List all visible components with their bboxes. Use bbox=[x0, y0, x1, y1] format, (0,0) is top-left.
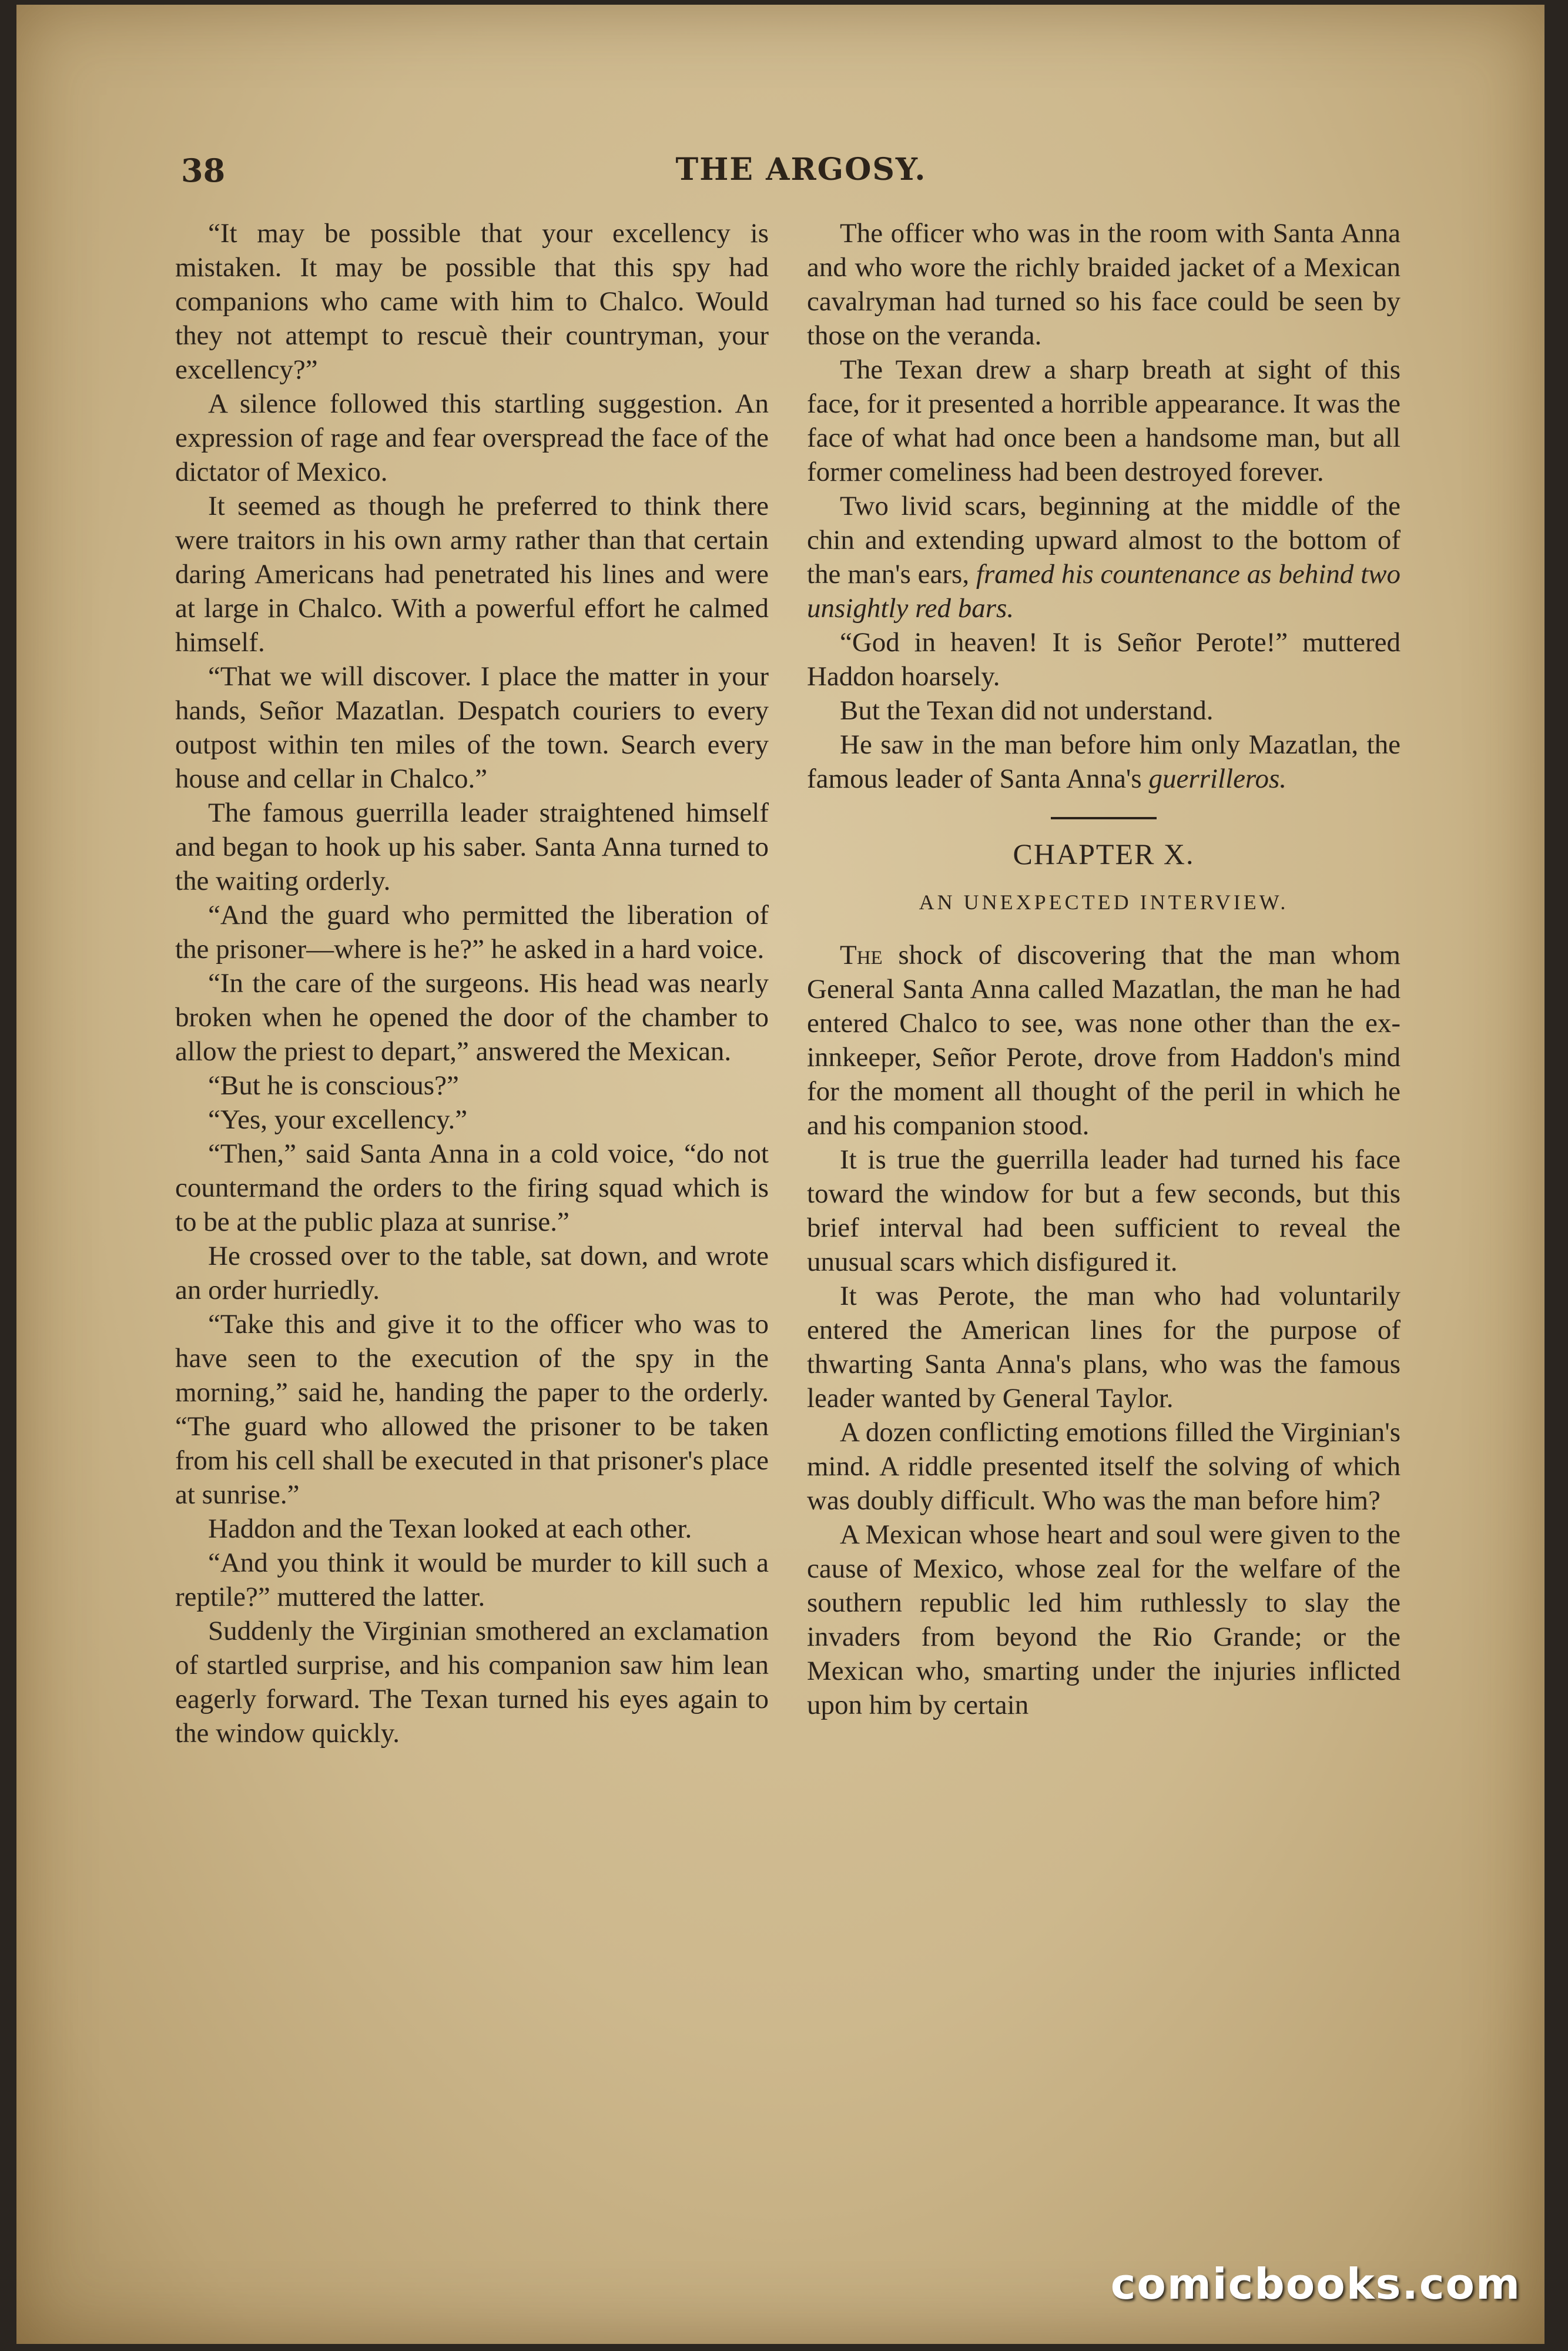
watermark: comicbooks.com bbox=[1110, 2259, 1521, 2309]
paragraph bbox=[807, 728, 1401, 796]
paragraph bbox=[807, 489, 1401, 625]
paragraph-text: Two livid scars, beginning at the middle of the chin and extending upward almost to the bottom of the man's ears, bbox=[807, 491, 1401, 590]
paragraph: Haddon and the Texan looked at each other. bbox=[208, 1513, 692, 1544]
paragraph: “And you think it would be murder to kill such a reptile?” muttered the latter. bbox=[175, 1548, 769, 1612]
chapter-title: CHAPTER X. bbox=[1013, 838, 1195, 870]
page-number: 38 bbox=[181, 152, 226, 189]
paragraph: “Yes, your excellency.” bbox=[208, 1104, 468, 1135]
paragraph: “That we will discover. I place the matter in your hands, Señor Mazatlan. Despatch couriers to every outpost within ten miles of the town. Search every house and cellar in Chalco.” bbox=[175, 661, 769, 794]
paragraph: Suddenly the Virginian smothered an exclamation of startled surprise, and his companion saw him lean eagerly forward. The Texan turned his eyes again to the window quickly. bbox=[175, 1616, 769, 1749]
paragraph: It seemed as though he preferred to think there were traitors in his own army rather than that certain daring Americans had penetrated his lines and were at large in Chalco. With a powerful effort he calmed himself. bbox=[175, 491, 769, 658]
paragraph: The officer who was in the room with Santa Anna and who wore the richly braided jacket of a Mexican cavalryman had turned so his face could be seen by those on the veranda. bbox=[807, 218, 1401, 351]
running-head: THE ARGOSY. bbox=[675, 152, 927, 187]
right-column bbox=[807, 216, 1401, 1722]
paragraph: “God in heaven! It is Señor Perote!” muttered Haddon hoarsely. bbox=[807, 627, 1401, 692]
paragraph: It was Perote, the man who had voluntarily entered the American lines for the purpose of thwarting Santa Anna's plans, who was the famous leader wanted by General Taylor. bbox=[807, 1281, 1401, 1414]
paragraph: “In the care of the surgeons. His head was nearly broken when he opened the door of the chamber to allow the priest to depart,” answered the Mexican. bbox=[175, 968, 769, 1067]
paragraph: “Then,” said Santa Anna in a cold voice, “do not countermand the orders to the firing squad which is to be at the public plaza at sunrise.” bbox=[175, 1138, 769, 1237]
paragraph-text: He saw in the man before him only Mazatlan, the famous leader of Santa Anna's bbox=[807, 729, 1401, 794]
chapter-subtitle: AN UNEXPECTED INTERVIEW. bbox=[919, 890, 1289, 914]
paragraph: But the Texan did not understand. bbox=[840, 695, 1214, 726]
italic-text: guerrilleros. bbox=[1148, 763, 1287, 794]
paragraph: “But he is conscious?” bbox=[208, 1070, 459, 1101]
left-column bbox=[175, 216, 769, 1750]
paragraph: It is true the guerrilla leader had turned his face toward the window for but a few seconds, but this brief interval had been sufficient to reveal the unusual scars which disfigured it. bbox=[807, 1144, 1401, 1277]
italic-text: framed his countenance as behind two unsightly red bars. bbox=[807, 559, 1401, 624]
paragraph-text: shock of discovering that the man whom General Santa Anna called Mazatlan, the man he had entered Chalco to see, was none other than the ex-innkeeper, Señor Perote, drove from Haddon's mind for the moment all thought of the peril in which he and his companion stood. bbox=[807, 940, 1401, 1141]
magazine-page bbox=[16, 5, 1544, 2344]
paragraph: “And the guard who permitted the liberation of the prisoner—where is he?” he asked in a hard voice. bbox=[175, 900, 769, 964]
paragraph: “Take this and give it to the officer who was to have seen to the execution of the spy in the morning,” said he, handing the paper to the orderly. “The guard who allowed the prisoner to be taken from his cell shall be executed in that prisoner's place at sunrise.” bbox=[175, 1309, 769, 1510]
paragraph: The Texan drew a sharp breath at sight of this face, for it presented a horrible appearance. It was the face of what had once been a handsome man, but all former comeliness had been destroyed forever. bbox=[807, 354, 1401, 487]
paragraph: A silence followed this startling suggestion. An expression of rage and fear overspread the face of the dictator of Mexico. bbox=[175, 389, 769, 487]
paragraph bbox=[807, 938, 1401, 1143]
paragraph: A dozen conflicting emotions filled the Virginian's mind. A riddle presented itself the solving of which was doubly difficult. Who was the man before him? bbox=[807, 1417, 1401, 1516]
page-header bbox=[169, 152, 1433, 199]
paragraph: “It may be possible that your excellency is mistaken. It may be possible that this spy had companions who came with him to Chalco. Would they not attempt to rescuè their countryman, your excellency?” bbox=[175, 218, 769, 385]
section-divider bbox=[1051, 817, 1157, 819]
paragraph: A Mexican whose heart and soul were given to the cause of Mexico, whose zeal for the welfare of the southern republic led him ruthlessly to slay the invaders from beyond the Rio Grande; or the Mexican who, smarting under the injuries inflicted upon him by certain bbox=[807, 1519, 1401, 1720]
lead-word: The bbox=[840, 940, 883, 970]
paragraph: The famous guerrilla leader straightened himself and began to hook up his saber. Santa Anna turned to the waiting orderly. bbox=[175, 798, 769, 896]
paragraph: He crossed over to the table, sat down, and wrote an order hurriedly. bbox=[175, 1241, 769, 1305]
